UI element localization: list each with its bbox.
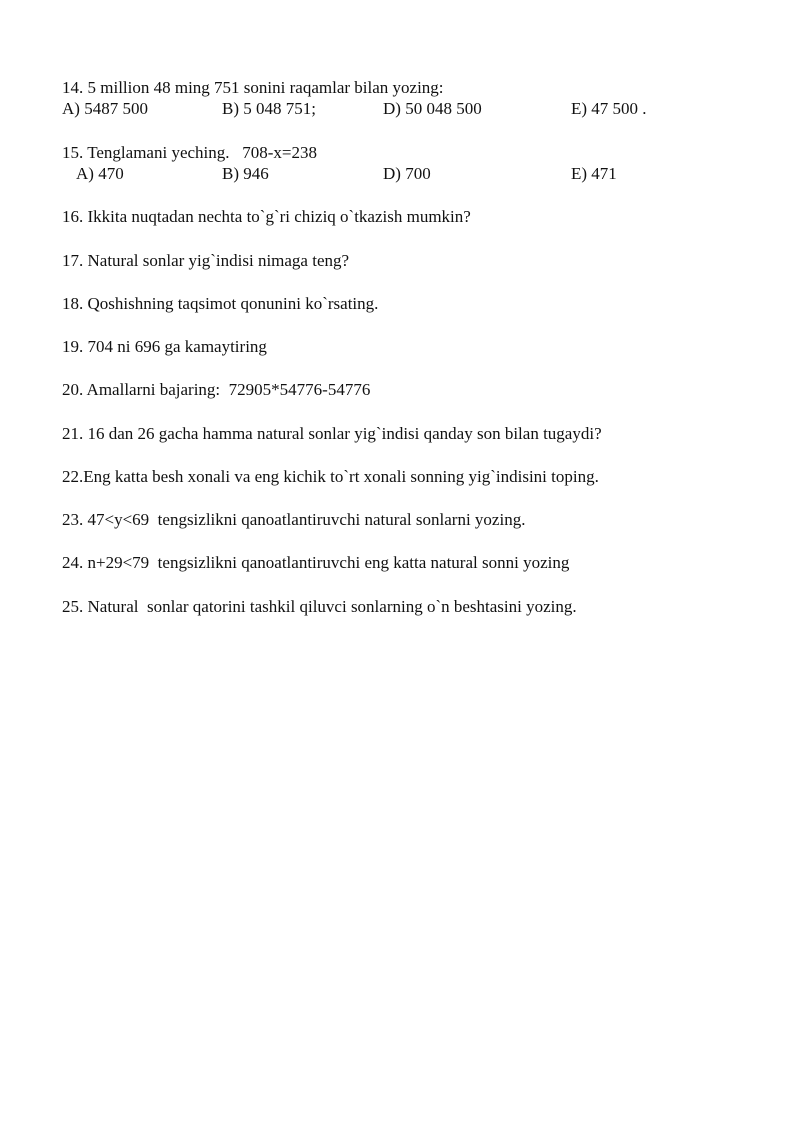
q15-option-d: D) 700 xyxy=(383,164,431,183)
question-14: 14. 5 million 48 ming 751 sonini raqamlar bilan yozing: xyxy=(62,78,444,97)
q14-option-a: A) 5487 500 xyxy=(62,99,148,118)
q15-option-a: A) 470 xyxy=(76,164,124,183)
q14-option-b: B) 5 048 751; xyxy=(222,99,316,118)
question-25: 25. Natural sonlar qatorini tashkil qiluvci sonlarning o`n beshtasini yozing. xyxy=(62,597,577,616)
question-18: 18. Qoshishning taqsimot qonunini ko`rsating. xyxy=(62,294,379,313)
question-16: 16. Ikkita nuqtadan nechta to`g`ri chiziq o`tkazish mumkin? xyxy=(62,207,471,226)
q14-option-d: D) 50 048 500 xyxy=(383,99,482,118)
q15-option-e: E) 471 xyxy=(571,164,617,183)
question-20: 20. Amallarni bajaring: 72905*54776-54776 xyxy=(62,380,371,399)
question-19: 19. 704 ni 696 ga kamaytiring xyxy=(62,337,267,356)
question-17: 17. Natural sonlar yig`indisi nimaga teng? xyxy=(62,251,350,270)
q15-option-b: B) 946 xyxy=(222,164,269,183)
question-23: 23. 47<y<69 tengsizlikni qanoatlantiruvchi natural sonlarni yozing. xyxy=(62,510,526,529)
q14-option-e: E) 47 500 . xyxy=(571,99,647,118)
question-21: 21. 16 dan 26 gacha hamma natural sonlar yig`indisi qanday son bilan tugaydi? xyxy=(62,424,602,443)
question-22: 22.Eng katta besh xonali va eng kichik to`rt xonali sonning yig`indisini toping. xyxy=(62,467,599,486)
question-24: 24. n+29<79 tengsizlikni qanoatlantiruvchi eng katta natural sonni yozing xyxy=(62,553,570,572)
question-15: 15. Tenglamani yeching. 708-x=238 xyxy=(62,143,318,162)
